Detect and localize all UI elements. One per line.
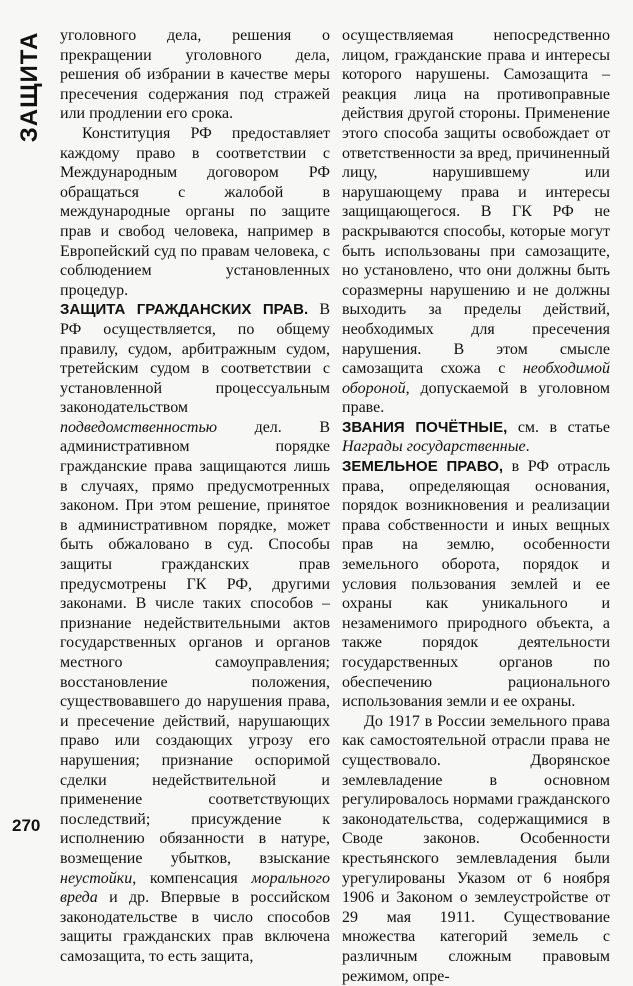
entry-term: ЗАЩИТА ГРАЖДАНСКИХ ПРАВ.	[60, 301, 309, 319]
section-header	[12, 22, 48, 152]
paragraph: осуществляемая непосредственно лицом, гражданские права и интересы которого нарушены. Самозащита – реакция лица на противоправные действия другой стороны. Применение этого способа защиты освобождает от ответственности за вред, причиненный лицу, нарушившему или нарушающему права и интересы защищающегося. В ГК РФ не раскрываются способы, которые могут быть использованы при самозащите, но установлено, что они должны быть соразмерны нарушению и не должны выходить за пределы действий, необходимых для пресечения нарушения. В этом смысле самозащита схожа с необходимой обороной, допускаемой в уголовном праве.	[342, 27, 610, 417]
cross-reference[interactable]: неустойки	[60, 869, 133, 887]
page-number: 270	[12, 816, 41, 835]
entry-zvaniya-pochetnye: ЗВАНИЯ ПОЧЁТНЫЕ, см. в статье Награды государственные.	[342, 418, 610, 456]
entry-term: ЗЕМЕЛЬНОЕ ПРАВО,	[342, 458, 504, 476]
right-column	[342, 26, 610, 986]
cross-reference[interactable]: морального вреда	[60, 869, 331, 907]
paragraph: уголовного дела, решения о прекращении уголовного дела, решения об избрании в качестве меры пресечения содержания под стражей или продлении его срока.	[60, 27, 330, 123]
cross-reference[interactable]: подведомственностью	[60, 418, 218, 436]
left-column	[60, 26, 330, 967]
section-header-label: ЗАЩИТА	[16, 31, 43, 143]
paragraph: Конституция РФ предоставляет каждому право в соответствии с Международным договором РФ обращаться с жалобой в международные органы по защите прав и свобод человека, например в Европейский суд по правам человека, с соблюдением установленных процедур.	[60, 124, 330, 299]
cross-reference[interactable]: Награды государственные	[342, 438, 526, 456]
entry-zashchita-grazhdanskikh-prav: ЗАЩИТА ГРАЖДАНСКИХ ПРАВ. В РФ осуществляется, по общему правилу, судом, арбитражным судом, третейским судом в соответствии с установленной процессуальным законодательством подведомственностью дел. В административном порядке гражданские права защищаются лишь в случаях, прямо предусмотренных законом. При этом решение, принятое в административном порядке, может быть обжаловано в суд. Способы защиты гражданских прав предусмотрены ГК РФ, другими законами. В числе таких способов – признание недействительными актов государственных органов и органов местного самоуправления; восстановление положения, существовавшего до нарушения права, и пресечение действий, нарушающих право или создающих угрозу его нарушения; признание оспоримой сделки недействительной и применение соответствующих последствий; присуждение к исполнению обязанности в натуре, возмещение убытков, взыскание неустойки, компенсация морального вреда и др. Впервые в российском законодательстве в число способов защиты гражданских прав включена самозащита, то есть защита,	[60, 301, 331, 965]
paragraph: До 1917 в России земельного права как самостоятельной отрасли права не существовало. Дворянское землевладение в основном регулировалось нормами гражданского законодательства, содержащимися в Своде законов. Особенности крестьянского землевладения были урегулированы Указом от 6 ноября 1906 и Законом о землеустройстве от 29 мая 1911. Существование множества категорий земель с различным сложным правовым режимом, опре-	[342, 712, 610, 985]
entry-zemelnoe-pravo: ЗЕМЕЛЬНОЕ ПРАВО, в РФ отрасль права, определяющая основания, порядок возникновения и реализации права собственности и иных вещных прав на землю, особенности земельного оборота, порядок и условия пользования землей и ее охраны как уникального и незаменимого природного объекта, а также порядок деятельности государственных органов по обеспечению рационального использования земли и ее охраны.	[342, 458, 611, 711]
entry-term: ЗВАНИЯ ПОЧЁТНЫЕ,	[342, 418, 508, 436]
cross-reference[interactable]: необходимой обороной	[342, 360, 610, 397]
